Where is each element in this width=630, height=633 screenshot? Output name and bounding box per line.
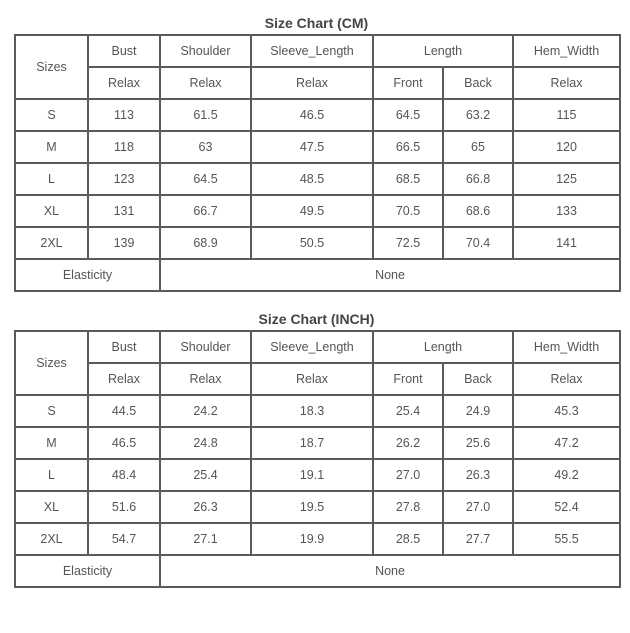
front-cell: 66.5 [373,131,443,163]
front-cell: 68.5 [373,163,443,195]
back-cell: 70.4 [443,227,513,259]
table-row [15,427,620,459]
size-cell: 2XL [15,227,88,259]
header-sleeve-length: Sleeve_Length [251,331,373,363]
shoulder-cell: 24.2 [160,395,251,427]
back-cell: 24.9 [443,395,513,427]
chart-title: Size Chart (CM) [264,15,369,31]
subheader-bust: Relax [88,363,160,395]
sleeve-cell: 46.5 [251,99,373,131]
back-cell: 27.0 [443,491,513,523]
size-cell: S [15,395,88,427]
shoulder-cell: 63 [160,131,251,163]
hem-cell: 125 [513,163,620,195]
bust-cell: 123 [88,163,160,195]
table-row [15,131,620,163]
hem-cell: 45.3 [513,395,620,427]
back-cell: 68.6 [443,195,513,227]
back-cell: 27.7 [443,523,513,555]
sleeve-cell: 49.5 [251,195,373,227]
subheader-row [15,67,620,99]
hem-cell: 52.4 [513,491,620,523]
header-shoulder: Shoulder [160,35,251,67]
bust-cell: 44.5 [88,395,160,427]
chart-title: Size Chart (INCH) [258,311,375,327]
bust-cell: 46.5 [88,427,160,459]
subheader-sleeve: Relax [251,363,373,395]
sleeve-cell: 18.7 [251,427,373,459]
size-cell: XL [15,491,88,523]
subheader-hem: Relax [513,67,620,99]
table-row [15,227,620,259]
size-chart-inch [14,308,619,588]
shoulder-cell: 27.1 [160,523,251,555]
front-cell: 72.5 [373,227,443,259]
header-sizes: Sizes [15,35,88,99]
bust-cell: 118 [88,131,160,163]
bust-cell: 48.4 [88,459,160,491]
back-cell: 65 [443,131,513,163]
header-sizes: Sizes [15,331,88,395]
header-sleeve-length: Sleeve_Length [251,35,373,67]
sleeve-cell: 19.9 [251,523,373,555]
shoulder-cell: 64.5 [160,163,251,195]
table-row [15,459,620,491]
sleeve-cell: 47.5 [251,131,373,163]
subheader-shoulder: Relax [160,67,251,99]
shoulder-cell: 26.3 [160,491,251,523]
front-cell: 25.4 [373,395,443,427]
size-cell: L [15,459,88,491]
front-cell: 27.0 [373,459,443,491]
size-cell: S [15,99,88,131]
sleeve-cell: 18.3 [251,395,373,427]
header-length: Length [373,331,513,363]
size-cell: M [15,131,88,163]
back-cell: 63.2 [443,99,513,131]
back-cell: 66.8 [443,163,513,195]
front-cell: 27.8 [373,491,443,523]
bust-cell: 51.6 [88,491,160,523]
sleeve-cell: 48.5 [251,163,373,195]
front-cell: 28.5 [373,523,443,555]
bust-cell: 54.7 [88,523,160,555]
bust-cell: 139 [88,227,160,259]
table-row [15,195,620,227]
bust-cell: 113 [88,99,160,131]
size-table [14,330,621,588]
subheader-shoulder: Relax [160,363,251,395]
size-cell: L [15,163,88,195]
size-cell: M [15,427,88,459]
back-cell: 26.3 [443,459,513,491]
front-cell: 70.5 [373,195,443,227]
sleeve-cell: 19.5 [251,491,373,523]
header-row [15,35,620,67]
bust-cell: 131 [88,195,160,227]
shoulder-cell: 68.9 [160,227,251,259]
subheader-sleeve: Relax [251,67,373,99]
front-cell: 64.5 [373,99,443,131]
hem-cell: 115 [513,99,620,131]
sleeve-cell: 19.1 [251,459,373,491]
elasticity-row [15,259,620,291]
hem-cell: 55.5 [513,523,620,555]
elasticity-row [15,555,620,587]
elasticity-label: Elasticity [15,555,160,587]
size-table [14,34,621,292]
front-cell: 26.2 [373,427,443,459]
table-row [15,99,620,131]
table-row [15,163,620,195]
size-chart-cm [14,12,619,292]
subheader-hem: Relax [513,363,620,395]
sleeve-cell: 50.5 [251,227,373,259]
subheader-back: Back [443,67,513,99]
hem-cell: 141 [513,227,620,259]
header-row [15,331,620,363]
header-bust: Bust [88,331,160,363]
subheader-front: Front [373,363,443,395]
table-row [15,395,620,427]
shoulder-cell: 24.8 [160,427,251,459]
hem-cell: 120 [513,131,620,163]
elasticity-value: None [160,555,620,587]
header-bust: Bust [88,35,160,67]
shoulder-cell: 61.5 [160,99,251,131]
subheader-front: Front [373,67,443,99]
elasticity-value: None [160,259,620,291]
subheader-back: Back [443,363,513,395]
header-hem-width: Hem_Width [513,331,620,363]
subheader-row [15,363,620,395]
elasticity-label: Elasticity [15,259,160,291]
header-length: Length [373,35,513,67]
table-row [15,523,620,555]
header-shoulder: Shoulder [160,331,251,363]
header-hem-width: Hem_Width [513,35,620,67]
subheader-bust: Relax [88,67,160,99]
table-row [15,491,620,523]
size-cell: XL [15,195,88,227]
shoulder-cell: 66.7 [160,195,251,227]
hem-cell: 49.2 [513,459,620,491]
size-cell: 2XL [15,523,88,555]
hem-cell: 133 [513,195,620,227]
hem-cell: 47.2 [513,427,620,459]
shoulder-cell: 25.4 [160,459,251,491]
back-cell: 25.6 [443,427,513,459]
